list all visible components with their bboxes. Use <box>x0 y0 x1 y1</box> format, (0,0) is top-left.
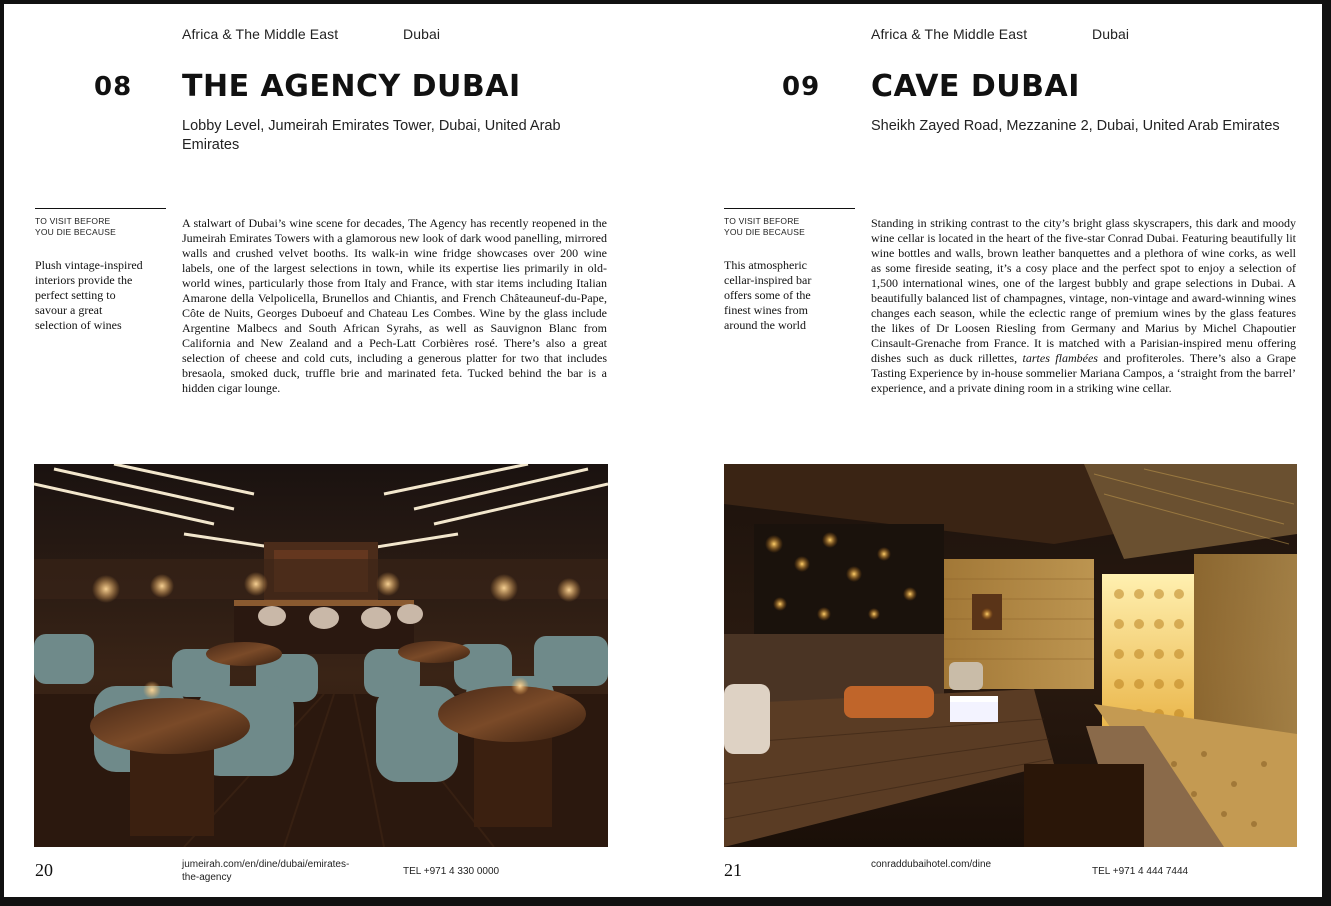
venue-website: jumeirah.com/en/dine/dubai/emirates-the-agency <box>182 859 350 883</box>
description-text: Standing in striking contrast to the city’s bright glass skyscrapers, this dark and moody wine cellar is located in the heart of the five-star Conrad Dubai. Featuring beautifully lit wine bottles and walls, brown leather banquettes and a plethora of wine corks, as well as some fireside seating, it’s a cosy place and the perfect spot to enjoy a selection of 1,500 international wines, one of the largest bubbly and grape selections in Dubai. A beautifully balanced list of champagnes, vintage, non-vintage and award-winning wines changes each season, while the eclectic range of premium wines by the glass features the likes of Dr Loosen Riesling from Germany and Marius by Michel Chapoutier Cinsault-Grenache from France. It is matched with a Parisian-inspired menu offering dishes such as duck rillettes, <box>871 216 1296 365</box>
running-head-region: Africa & The Middle East <box>871 26 1028 42</box>
venue-phone: TEL +971 4 330 0000 <box>403 866 500 877</box>
venue-description <box>871 216 1296 396</box>
venue-address: Sheikh Zayed Road, Mezzanine 2, Dubai, United Arab Emirates <box>871 118 1280 134</box>
venue-address: Lobby Level, Jumeirah Emirates Tower, Dubai, United Arab Emirates <box>182 118 561 153</box>
venue-phone: TEL +971 4 444 7444 <box>1092 866 1189 877</box>
to-visit-label: TO VISIT BEFORE YOU DIE BECAUSE <box>35 216 116 237</box>
venue-title: CAVE DUBAI <box>871 69 1080 104</box>
side-rule <box>35 208 166 209</box>
bar-interior-photo <box>34 464 608 847</box>
running-head-region: Africa & The Middle East <box>182 26 339 42</box>
wine-cellar-photo <box>724 464 1297 847</box>
visit-reason: This atmospheric cellar-inspired bar offers some of the finest wines from around the world <box>724 258 812 332</box>
description-text-end: and profiteroles. There’s also a Grape Tasting Experience by in-house sommelier Mariana Campos, a ‘straight from the barrel’ experience, and a private dining room in a striking wine cellar. <box>871 351 1297 395</box>
entry-number: 08 <box>94 72 133 102</box>
entry-number: 09 <box>782 72 821 102</box>
right-page <box>666 0 1331 906</box>
to-visit-label: TO VISIT BEFORE YOU DIE BECAUSE <box>724 216 805 237</box>
page-number: 20 <box>35 860 53 880</box>
side-rule <box>724 208 855 209</box>
venue-title: THE AGENCY DUBAI <box>182 69 521 104</box>
venue-description: A stalwart of Dubai’s wine scene for decades, The Agency has recently reopened in the Jumeirah Emirates Towers with a glamorous new look of dark wood panelling, mirrored walls and crushed velvet booths. Its walk-in wine fridge showcases over 200 wine labels, one of the largest selections in town, while its expertise lies primarily in old-world wines, particularly those from Italy and France, with star items including Italian Amarone della Velpolicella, Brunellos and Chiantis, and French Châteauneuf-du-Pape, Côte de Nuits, Georges Duboeuf and Chateau Les Combes. Wine by the glass include Argentine Malbecs and South African Syrahs, as well as Sauvignon Blanc from California and New Zealand and a Pech-Latt Corbières rosé. There’s also a great selection of cheese and cold cuts, including a generous platter for two that includes bresaola, smoked duck, truffle brie and marinated feta. Tucked behind the bar is a hidden cigar lounge. <box>182 216 607 395</box>
page-number: 21 <box>724 860 742 880</box>
running-head-city: Dubai <box>1092 26 1130 42</box>
visit-reason: Plush vintage-inspired interiors provide the perfect setting to savour a great selection of wines <box>35 258 143 332</box>
venue-website: conraddubaihotel.com/dine <box>871 859 992 870</box>
running-head-city: Dubai <box>403 26 441 42</box>
description-italic: tartes flambées <box>1022 351 1098 365</box>
